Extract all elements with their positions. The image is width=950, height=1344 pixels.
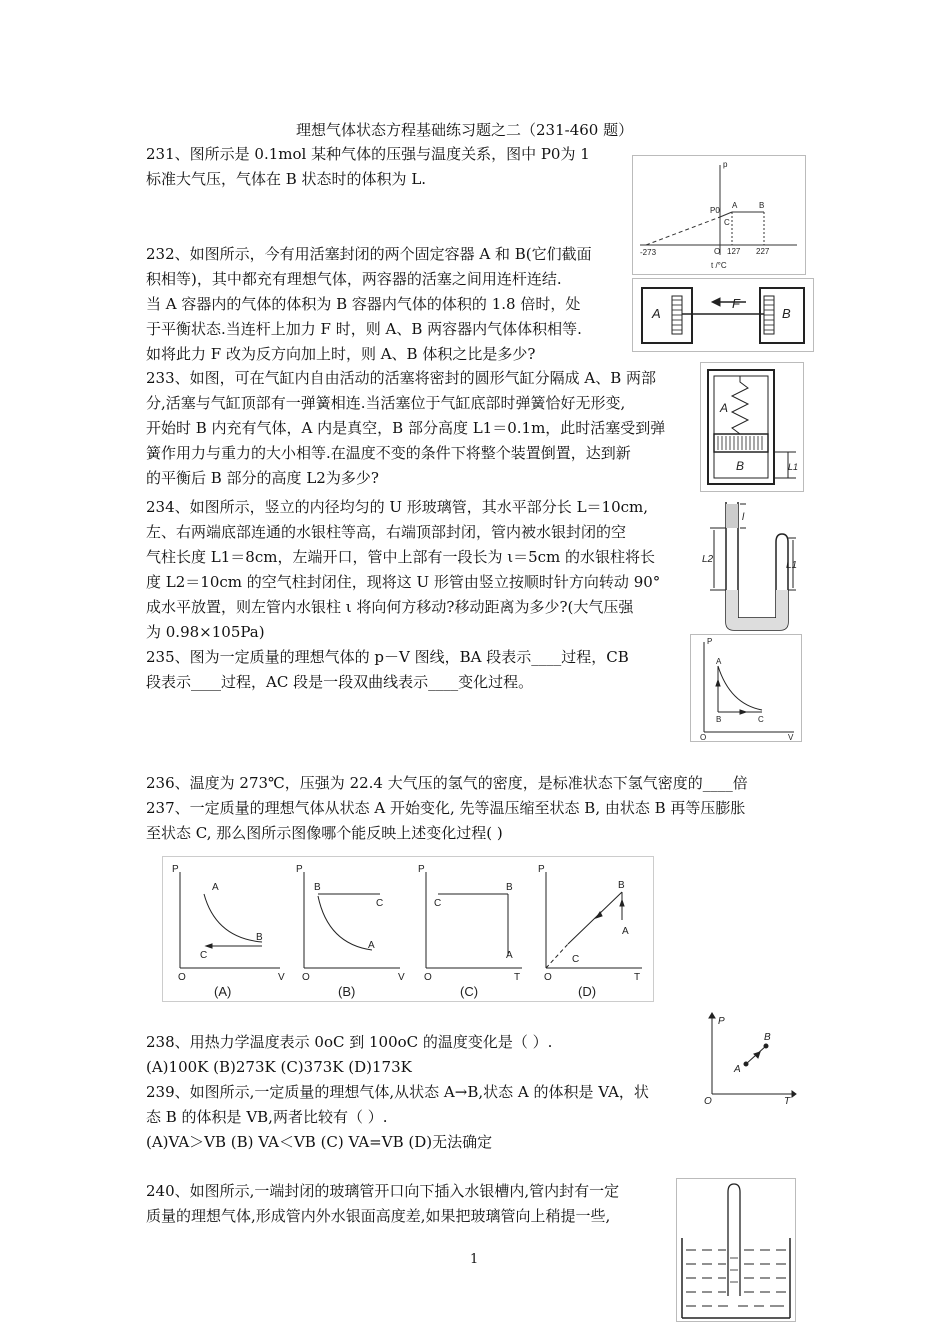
question-line: 簧作用力与重力的大小相等.在温度不变的条件下将整个装置倒置，达到新 — [146, 444, 631, 462]
label-a: A — [732, 201, 738, 210]
question-line: 积相等)，其中都充有理想气体，两容器的活塞之间用连杆连结. — [146, 270, 562, 288]
question-line: 为 0.98×105Pa) — [146, 623, 265, 641]
figure-234 — [700, 494, 800, 638]
question-line: 分,活塞与气缸顶部有一弹簧相连.当活塞位于气缸底部时弹簧恰好无形变, — [146, 394, 626, 412]
axis-label-t: t /°C — [711, 261, 727, 270]
label-origin: O — [714, 247, 721, 256]
label-origin: O — [302, 972, 310, 983]
axis-label-p: P — [707, 637, 713, 646]
label-b: B — [256, 932, 263, 943]
axis-label-p: P — [718, 1016, 725, 1027]
tick-label: 227 — [756, 247, 770, 256]
question-line: 239、如图所示,一定质量的理想气体,从状态 A→B,状态 A 的体积是 VA，状 — [146, 1083, 649, 1101]
axis-label-v: V — [398, 972, 405, 983]
question-line: 当 A 容器内的气体的体积为 B 容器内气体的体积的 1.8 倍时，处 — [146, 295, 581, 313]
question-line: 240、如图所示,一端封闭的玻璃管开口向下插入水银槽内,管内封有一定 — [146, 1182, 620, 1200]
question-line: (A)100K (B)273K (C)373K (D)173K — [146, 1058, 412, 1076]
question-line: 234、如图所示，竖立的内径均匀的 U 形玻璃管，其水平部分长 L＝10cm, — [146, 498, 649, 516]
label-a: A — [734, 1064, 741, 1075]
question-line: 度 L2＝10cm 的空气柱封闭住，现将这 U 形管由竖立按顺时针方向转动 90° — [146, 573, 661, 591]
question-line: 231、图所示是 0.1mol 某种气体的压强与温度关系，图中 P0为 1 — [146, 145, 590, 163]
label-origin: O — [178, 972, 186, 983]
question-line: (A)VA＞VB (B) VA＜VB (C) VA=VB (D)无法确定 — [146, 1133, 493, 1151]
axis-label-t: T — [784, 1096, 791, 1106]
axis-label-p: P — [538, 864, 545, 875]
tick-label: -273 — [640, 248, 657, 257]
page-title: 理想气体状态方程基础练习题之二（231-460 题） — [296, 121, 634, 139]
label-a: A — [506, 950, 513, 961]
label-force: F — [732, 296, 740, 311]
label-origin: O — [704, 1096, 712, 1106]
label-b: B — [759, 201, 765, 210]
label-l1: L1 — [788, 462, 799, 472]
label-c: C — [200, 950, 208, 961]
label-c: C — [376, 898, 384, 909]
option-label: (A) — [214, 984, 232, 999]
label-a: A — [368, 940, 375, 951]
option-label: (B) — [338, 984, 356, 999]
label-c: C — [434, 898, 442, 909]
axis-label-p: p — [723, 160, 728, 169]
label-b: B — [782, 306, 791, 321]
question-line: 段表示____过程，AC 段是一段双曲线表示____变化过程。 — [146, 673, 534, 691]
figure-240 — [676, 1178, 796, 1322]
label-a: A — [716, 657, 722, 666]
label-l2: L2 — [702, 554, 714, 565]
label-b: B — [506, 882, 513, 893]
question-line: 标准大气压，气体在 B 状态时的体积为 L. — [146, 170, 427, 188]
label-l: l — [742, 512, 745, 523]
question-line: 238、用热力学温度表示 0oC 到 100oC 的温度变化是（ ）. — [146, 1033, 553, 1051]
figure-235 — [690, 634, 802, 742]
label-origin: O — [700, 733, 707, 742]
label-a: A — [652, 306, 661, 321]
question-line: 233、如图，可在气缸内自由活动的活塞将密封的圆形气缸分隔成 A、B 两部 — [146, 369, 657, 387]
question-line: 态 B 的体积是 VB,两者比较有（ ）. — [146, 1108, 388, 1126]
figure-239 — [700, 1010, 800, 1106]
label-c: C — [572, 954, 580, 965]
figure-233 — [700, 362, 804, 492]
question-236: 236、温度为 273℃，压强为 22.4 大气压的氢气的密度，是标准状态下氢气密度的____倍 — [146, 774, 748, 792]
option-label: (D) — [578, 984, 597, 999]
question-line: 质量的理想气体,形成管内外水银面高度差,如果把玻璃管向上稍提一些, — [146, 1207, 611, 1225]
page-number: 1 — [470, 1252, 479, 1267]
question-line: 232、如图所示，今有用活塞封闭的两个固定容器 A 和 B(它们截面 — [146, 245, 592, 263]
label-l1: L1 — [786, 560, 798, 571]
axis-label-t: T — [634, 972, 641, 983]
label-b: B — [618, 880, 625, 891]
tick-label: 127 — [727, 247, 741, 256]
axis-label-v: V — [788, 733, 794, 742]
label-a: A — [212, 882, 219, 893]
label-b: B — [764, 1032, 771, 1043]
option-label: (C) — [460, 984, 479, 999]
label-b: B — [314, 882, 321, 893]
axis-label-v: V — [278, 972, 285, 983]
label-origin: O — [544, 972, 552, 983]
axis-label-t: T — [514, 972, 521, 983]
figure-232 — [632, 278, 814, 352]
figure-231 — [632, 155, 806, 275]
axis-label-p: P — [172, 864, 179, 875]
axis-label-p: P — [418, 864, 425, 875]
axis-label-p: P — [296, 864, 303, 875]
question-line: 235、图为一定质量的理想气体的 p－V 图线，BA 段表示____过程，CB — [146, 648, 629, 666]
label-c: C — [758, 715, 764, 724]
question-line: 左、右两端底部连通的水银柱等高，右端顶部封闭，管内被水银封闭的空 — [146, 523, 627, 541]
question-line: 开始时 B 内充有气体，A 内是真空，B 部分高度 L1＝0.1m，此时活塞受到弹 — [146, 419, 666, 437]
question-line: 237、一定质量的理想气体从状态 A 开始变化, 先等温压缩至状态 B, 由状态 B 再等压膨胀 — [146, 799, 746, 817]
label-a: A — [720, 401, 729, 415]
label-p0: P0 — [710, 206, 720, 215]
label-c: C — [724, 218, 730, 227]
question-line: 气柱长度 L1＝8cm，左端开口，管中上部有一段长为 ι＝5cm 的水银柱将长 — [146, 548, 656, 566]
question-line: 的平衡后 B 部分的高度 L2为多少? — [146, 469, 379, 487]
label-b: B — [716, 715, 722, 724]
question-line: 如将此力 F 改为反方向加上时，则 A、B 体积之比是多少? — [146, 345, 536, 363]
figure-237 — [162, 856, 654, 1002]
question-line: 至状态 C, 那么图所示图像哪个能反映上述变化过程( ) — [146, 824, 503, 842]
label-origin: O — [424, 972, 432, 983]
question-line: 于平衡状态.当连杆上加力 F 时，则 A、B 两容器内气体体积相等. — [146, 320, 582, 338]
label-b: B — [736, 459, 745, 473]
label-a: A — [622, 926, 629, 937]
question-line: 成水平放置，则左管内水银柱 ι 将向何方移动?移动距离为多少?(大气压强 — [146, 598, 634, 616]
